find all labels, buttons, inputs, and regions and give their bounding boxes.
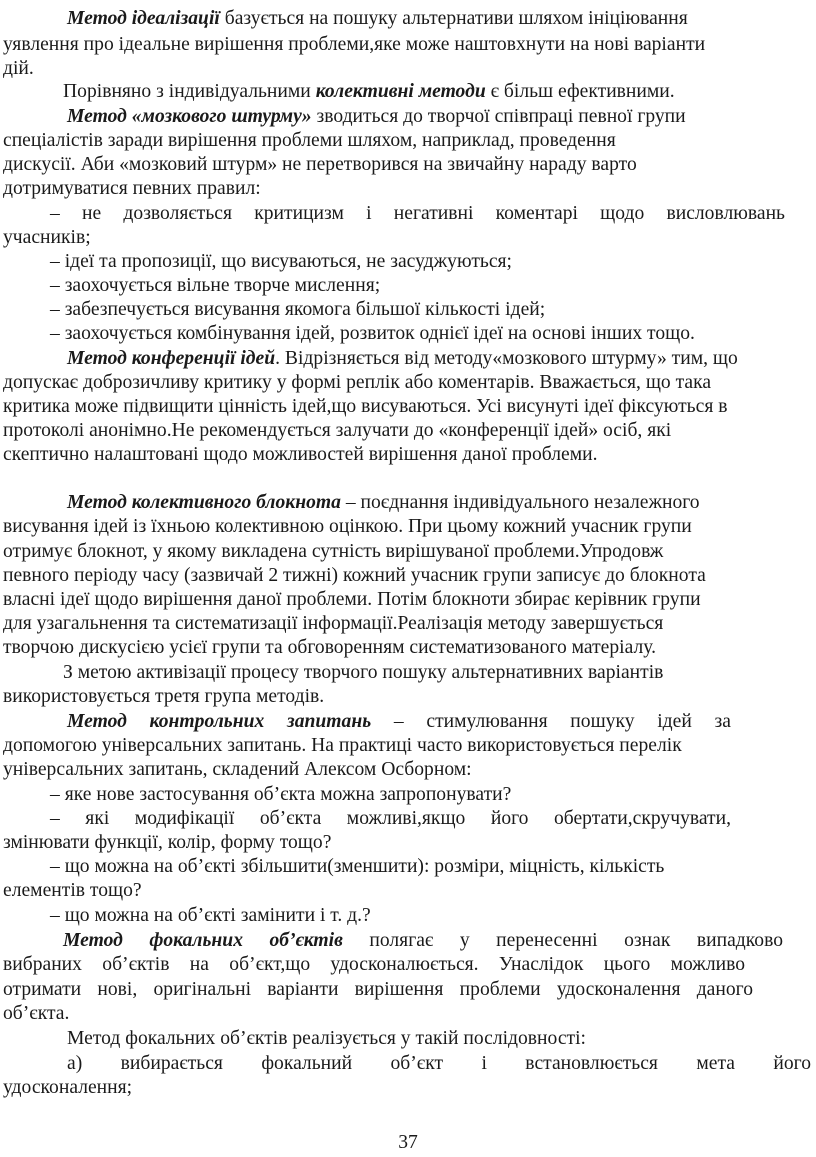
text-line xyxy=(50,251,512,273)
text-line xyxy=(50,299,545,321)
text-line xyxy=(50,275,380,297)
text-line xyxy=(3,1077,132,1099)
text-span: а) вибирається фокальний об’єкт і встановлюється мета його xyxy=(67,1053,811,1074)
text-span: скептично налаштовані щодо можливостей вирішення даної проблеми. xyxy=(3,444,598,465)
text-span: певного періоду часу (зазвичай 2 тижні) кожний учасник групи записує до блокнота xyxy=(3,565,706,586)
text-line xyxy=(3,954,745,976)
text-span: – яке нове застосування об’єкта можна запропонувати? xyxy=(50,784,512,805)
text-line xyxy=(67,492,700,514)
text-span: допомогою універсальних запитань. На практиці часто використовується перелік xyxy=(3,735,682,756)
text-span: Порівняно з індивідуальними xyxy=(63,81,316,102)
text-span: дискусії. Аби «мозковий штурм» не перетворився на звичайну нараду варто xyxy=(3,154,637,175)
text-span: отримує блокнот, у якому викладена сутність вирішуваної проблеми.Упродовж xyxy=(3,541,664,562)
text-span: – які модифікації об’єкта можливі,якщо його обертати,скручувати, xyxy=(50,808,731,829)
text-span: вибраних об’єктів на об’єкт,що удосконалюється. Унаслідок цього можливо xyxy=(3,954,745,975)
text-span: дотримуватися певних правил: xyxy=(3,178,261,199)
text-line xyxy=(3,227,91,249)
text-span: є більш ефективними. xyxy=(485,81,675,102)
text-line xyxy=(3,832,331,854)
text-span: зводиться до творчої співпраці певної групи xyxy=(311,106,686,127)
text-line xyxy=(3,979,753,1001)
text-span: використовується третя група методів. xyxy=(3,686,325,707)
text-span: – заохочується вільне творче мислення; xyxy=(50,275,381,296)
text-span: творчою дискусією усієї групи та обговоренням систематизованого матеріалу. xyxy=(3,637,656,658)
text-line xyxy=(63,81,675,103)
text-line xyxy=(3,154,637,176)
text-span: – не дозволяється критицизм і негативні коментарі щодо висловлювань xyxy=(50,203,785,224)
text-line xyxy=(67,1028,586,1050)
text-line xyxy=(67,106,686,128)
text-line xyxy=(3,541,663,563)
text-line xyxy=(3,420,671,442)
text-span: – ідеї та пропозиції, що висуваються, не засуджуються; xyxy=(50,251,512,272)
text-line xyxy=(63,930,783,952)
text-span: спеціалістів заради вирішення проблеми шляхом, наприклад, проведення xyxy=(3,130,616,151)
text-line xyxy=(67,348,738,370)
text-line xyxy=(3,444,598,466)
text-span: висування ідей із їхньою колективною оцінкою. При цьому кожний учасник групи xyxy=(3,516,692,537)
text-line xyxy=(50,905,371,927)
text-span: базується на пошуку альтернативи шляхом ініціювання xyxy=(219,8,688,29)
text-span: З метою активізації процесу творчого пошуку альтернативних варіантів xyxy=(63,662,664,683)
text-span: – стимулювання пошуку ідей за xyxy=(371,711,731,732)
text-line xyxy=(3,735,682,757)
text-line xyxy=(3,1003,69,1025)
text-line xyxy=(63,662,663,684)
text-line xyxy=(67,711,731,733)
text-span: критика може підвищити цінність ідей,що висуваються. Усі висунуті ідеї фіксуються в xyxy=(3,396,728,417)
text-line xyxy=(3,58,34,80)
text-line xyxy=(3,178,261,200)
text-line xyxy=(3,34,705,56)
text-line xyxy=(50,808,731,830)
text-line xyxy=(3,880,142,902)
text-line xyxy=(3,565,706,587)
text-span: змінювати функції, колір, форму тощо? xyxy=(3,832,332,853)
page-number: 37 xyxy=(398,1132,418,1153)
text-span: отримати нові, оригінальні варіанти вирішення проблеми удосконалення даного xyxy=(3,979,753,1000)
method-term: Метод конференції ідей xyxy=(67,348,276,369)
text-line xyxy=(3,759,472,781)
method-term: Метод фокальних об’єктів xyxy=(63,930,343,951)
text-span: уявлення про ідеальне вирішення проблеми,яке може наштовхнути на нові варіанти xyxy=(3,34,706,55)
text-span: – поєднання індивідуального незалежного xyxy=(340,492,700,513)
text-line xyxy=(3,589,701,611)
text-line xyxy=(50,323,695,345)
text-span: – забезпечується висування якомога більшої кількості ідей; xyxy=(50,299,546,320)
text-span: протоколі анонімно.Не рекомендується залучати до «конференції ідей» осіб, які xyxy=(3,420,672,441)
text-span: допускає доброзичливу критику у формі реплік або коментарів. Вважається, що така xyxy=(3,372,712,393)
method-term: Метод контрольних запитань xyxy=(67,711,372,732)
text-span: власні ідеї щодо вирішення даної проблеми. Потім блокноти збирає керівник групи xyxy=(3,589,701,610)
text-line xyxy=(3,516,692,538)
text-span: універсальних запитань, складений Алексом Осборном: xyxy=(3,759,472,780)
text-line xyxy=(3,372,711,394)
text-line xyxy=(50,203,785,225)
text-span: учасників; xyxy=(3,227,91,248)
text-line xyxy=(67,1053,811,1075)
method-term: Метод колективного блокнота xyxy=(67,492,341,513)
text-span: для узагальнення та систематизації інформації.Реалізація методу завершується xyxy=(3,613,664,634)
text-span: полягає у перенесенні ознак випадково xyxy=(342,930,783,951)
text-span: елементів тощо? xyxy=(3,880,142,901)
method-term: Метод ідеалізації xyxy=(67,8,220,29)
text-span: – заохочується комбінування ідей, розвиток однієї ідеї на основі інших тощо. xyxy=(50,323,695,344)
method-term: колективні методи xyxy=(315,81,486,102)
text-line xyxy=(3,613,663,635)
text-span: удосконалення; xyxy=(3,1077,133,1098)
text-span: об’єкта. xyxy=(3,1003,70,1024)
text-line xyxy=(3,396,727,418)
text-line xyxy=(67,8,688,30)
text-span: – що можна на об’єкті замінити і т. д.? xyxy=(50,905,371,926)
text-span: Метод фокальних об’єктів реалізується у такій послідовності: xyxy=(67,1028,586,1049)
text-line xyxy=(3,686,324,708)
text-line xyxy=(50,784,511,806)
text-line xyxy=(50,856,664,878)
text-line xyxy=(3,637,656,659)
text-span: . Відрізняється від методу«мозкового штурму» тим, що xyxy=(275,348,738,369)
text-span: – що можна на об’єкті збільшити(зменшити): розміри, міцність, кількість xyxy=(50,856,665,877)
method-term: Метод «мозкового штурму» xyxy=(67,106,312,127)
text-span: дій. xyxy=(3,58,34,79)
text-line xyxy=(3,130,616,152)
